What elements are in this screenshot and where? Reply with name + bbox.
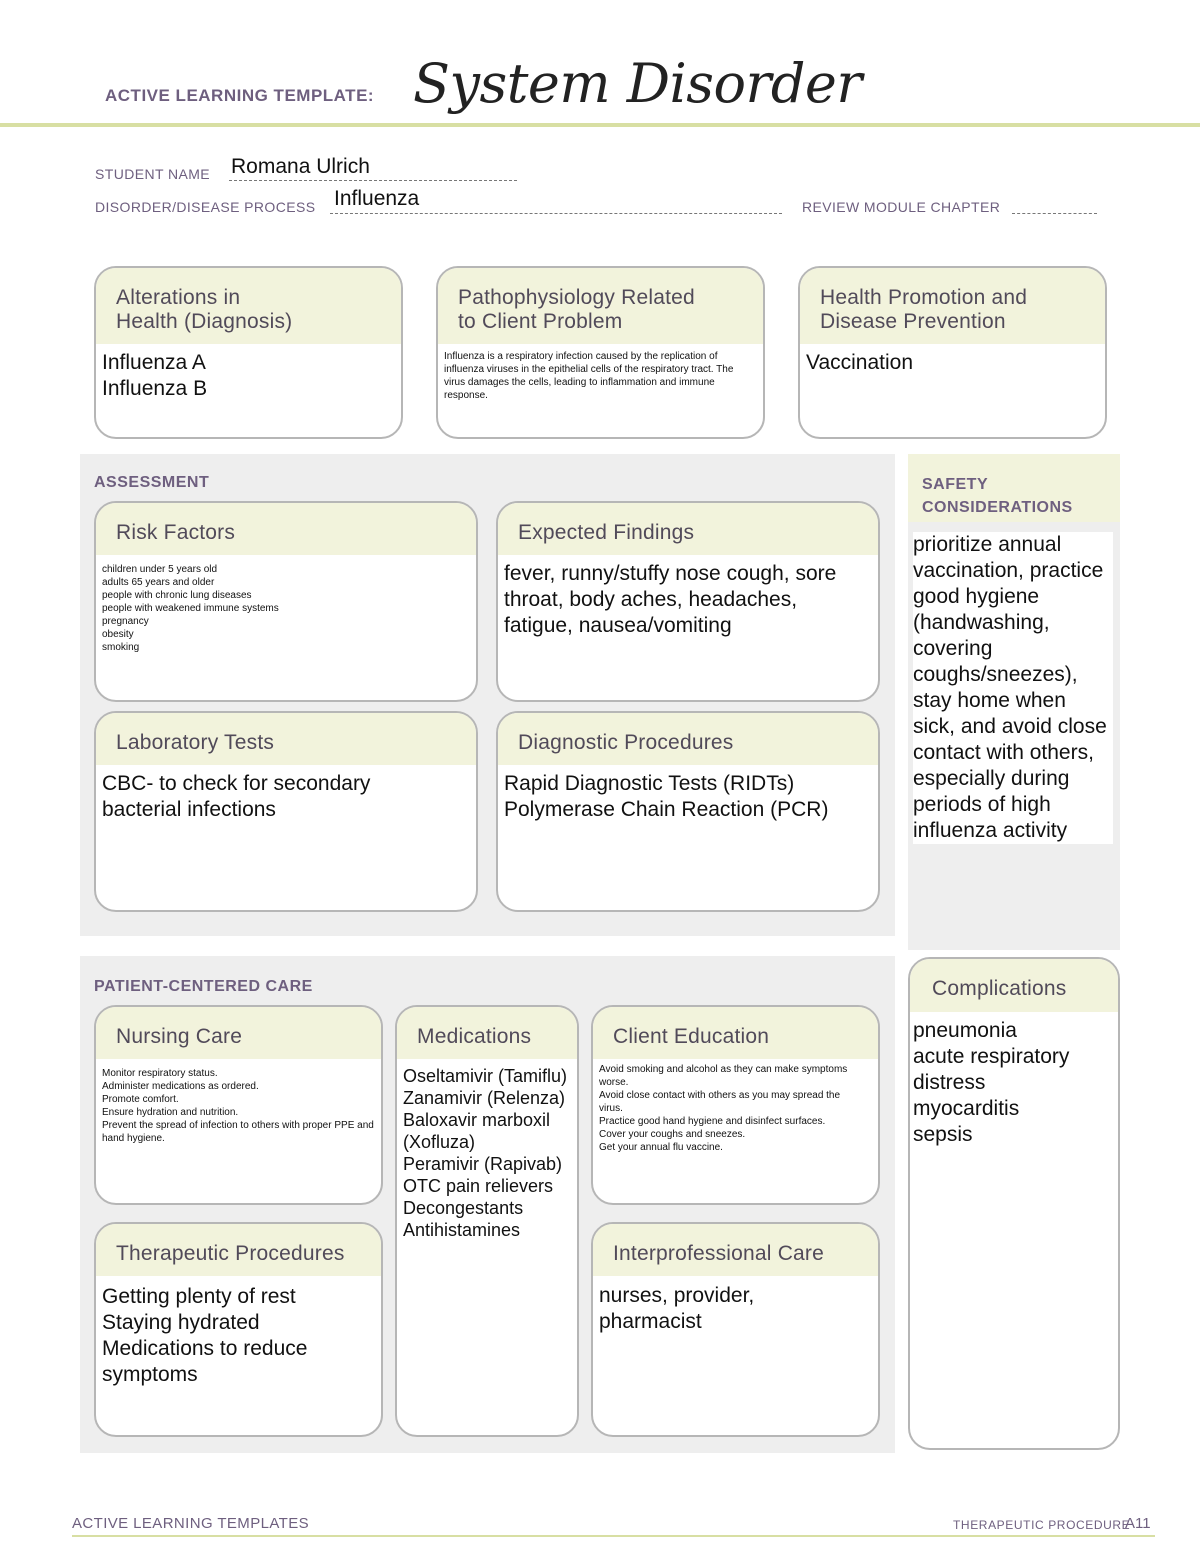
nursing-care-item: Monitor respiratory status. (102, 1068, 218, 1079)
footer-left-label: ACTIVE LEARNING TEMPLATES (72, 1515, 309, 1532)
laboratory-tests-title: Laboratory Tests (96, 713, 476, 765)
therapeutic-procedures-box (94, 1222, 383, 1437)
alterations-line: Influenza A (102, 351, 206, 374)
alterations-content[interactable] (96, 344, 401, 402)
medication-item: Decongestants (403, 1198, 524, 1218)
client-education-content[interactable] (593, 1059, 878, 1154)
medication-item: Baloxavir marboxil (Xofluza) (403, 1110, 556, 1152)
pathophysiology-title: Pathophysiology Related to Client Problem (438, 268, 763, 344)
health-promotion-line: Vaccination (806, 351, 914, 374)
nursing-care-item: Administer medications as ordered. (102, 1081, 259, 1092)
student-name-label: STUDENT NAME (95, 166, 210, 182)
safety-title: SAFETY CONSIDERATIONS (922, 476, 1073, 516)
complications-box (908, 957, 1120, 1450)
disorder-line (330, 213, 782, 214)
nursing-care-item: Ensure hydration and nutrition. (102, 1107, 239, 1118)
complication-item: pneumonia (913, 1019, 1017, 1042)
medication-item: Peramivir (Rapivab) (403, 1154, 563, 1174)
risk-factor-item: adults 65 years and older (102, 577, 215, 588)
medications-content[interactable] (397, 1059, 577, 1241)
diagnostic-procedures-title: Diagnostic Procedures (498, 713, 878, 765)
pathophysiology-content[interactable]: Influenza is a respiratory infection caused by the replication of influenza viruses in the epithelial cells of the respiratory tract. The virus damages the cells, leading to inflammation and immune response. (444, 351, 734, 401)
diagnostic-procedures-content[interactable] (498, 765, 878, 823)
diagnostic-procedures-box (496, 711, 880, 912)
nursing-care-box (94, 1005, 383, 1205)
client-education-item: Get your annual flu vaccine. (599, 1142, 723, 1153)
risk-factor-item: people with chronic lung diseases (102, 590, 252, 601)
interprofessional-care-content[interactable]: nurses, provider, pharmacist (599, 1284, 755, 1333)
footer-right-label: THERAPEUTIC PROCEDURE (953, 1518, 1131, 1532)
student-name-value[interactable]: Romana Ulrich (231, 155, 370, 178)
risk-factor-item: people with weakened immune systems (102, 603, 279, 614)
review-module-label: REVIEW MODULE CHAPTER (802, 199, 1001, 215)
pathophysiology-box (436, 266, 765, 439)
safety-content[interactable]: prioritize annual vaccination, practice good hygiene (handwashing, covering coughs/sneezes), stay home when sick, and avoid close contact with others, especially during periods of high influenza activity (913, 532, 1113, 844)
client-education-box (591, 1005, 880, 1205)
laboratory-tests-box (94, 711, 478, 912)
risk-factor-item: children under 5 years old (102, 564, 218, 575)
medication-item: Antihistamines (403, 1220, 521, 1240)
risk-factors-title: Risk Factors (96, 503, 476, 555)
medication-item: Oseltamivir (Tamiflu) (403, 1066, 568, 1086)
interprofessional-care-box (591, 1222, 880, 1437)
nursing-care-item: Prevent the spread of infection to others with proper PPE and hand hygiene. (102, 1120, 377, 1144)
alterations-line: Influenza B (102, 377, 208, 400)
client-education-title: Client Education (593, 1007, 878, 1059)
template-label: ACTIVE LEARNING TEMPLATE: (105, 86, 375, 105)
student-name-line (229, 180, 517, 181)
therapeutic-procedures-title: Therapeutic Procedures (96, 1224, 381, 1276)
medications-title: Medications (397, 1007, 577, 1059)
complication-item: acute respiratory distress (913, 1045, 1076, 1094)
risk-factor-item: pregnancy (102, 616, 149, 627)
nursing-care-item: Promote comfort. (102, 1094, 179, 1105)
complications-content[interactable] (910, 1012, 1118, 1148)
risk-factor-item: smoking (102, 642, 140, 653)
expected-findings-box (496, 501, 880, 702)
nursing-care-content[interactable] (96, 1059, 381, 1145)
review-module-line[interactable] (1012, 213, 1097, 214)
client-education-item: Cover your coughs and sneezes. (599, 1129, 746, 1140)
therapeutic-procedure-item: Getting plenty of rest (102, 1285, 296, 1308)
risk-factors-box (94, 501, 478, 702)
complications-title: Complications (910, 959, 1118, 1012)
disorder-label: DISORDER/DISEASE PROCESS (95, 199, 316, 215)
alterations-box (94, 266, 403, 439)
complication-item: myocarditis (913, 1097, 1020, 1120)
header-divider (0, 123, 1200, 127)
therapeutic-procedure-item: Staying hydrated (102, 1311, 260, 1334)
laboratory-tests-content[interactable]: CBC- to check for secondary bacterial infections (102, 772, 371, 821)
client-education-item: Avoid close contact with others as you may spread the virus. (599, 1090, 843, 1114)
patient-care-title: PATIENT-CENTERED CARE (94, 978, 313, 995)
diagnostic-procedure-item: Rapid Diagnostic Tests (RIDTs) (504, 772, 795, 795)
expected-findings-title: Expected Findings (498, 503, 878, 555)
client-education-item: Avoid smoking and alcohol as they can make symptoms worse. (599, 1064, 851, 1088)
therapeutic-procedure-item: Medications to reduce symptoms (102, 1337, 314, 1386)
diagnostic-procedure-item: Polymerase Chain Reaction (PCR) (504, 798, 829, 821)
health-promotion-box (798, 266, 1107, 439)
medication-item: Zanamivir (Relenza) (403, 1088, 566, 1108)
template-title: System Disorder (413, 52, 862, 115)
risk-factors-content[interactable] (96, 555, 476, 654)
client-education-item: Practice good hand hygiene and disinfect surfaces. (599, 1116, 826, 1127)
medication-item: OTC pain relievers (403, 1176, 554, 1196)
health-promotion-title: Health Promotion and Disease Prevention (800, 268, 1105, 344)
medications-box (395, 1005, 579, 1437)
nursing-care-title: Nursing Care (96, 1007, 381, 1059)
therapeutic-procedures-content[interactable] (96, 1276, 381, 1388)
risk-factor-item: obesity (102, 629, 134, 640)
page-number: A11 (1125, 1515, 1151, 1532)
expected-findings-content[interactable]: fever, runny/stuffy nose cough, sore throat, body aches, headaches, fatigue, nausea/vomiting (504, 562, 837, 637)
alterations-title: Alterations in Health (Diagnosis) (96, 268, 401, 344)
interprofessional-care-title: Interprofessional Care (593, 1224, 878, 1276)
assessment-title: ASSESSMENT (94, 474, 210, 491)
disorder-value[interactable]: Influenza (334, 187, 420, 210)
health-promotion-content[interactable] (800, 344, 1105, 376)
complication-item: sepsis (913, 1123, 973, 1146)
footer-divider (72, 1535, 1155, 1537)
